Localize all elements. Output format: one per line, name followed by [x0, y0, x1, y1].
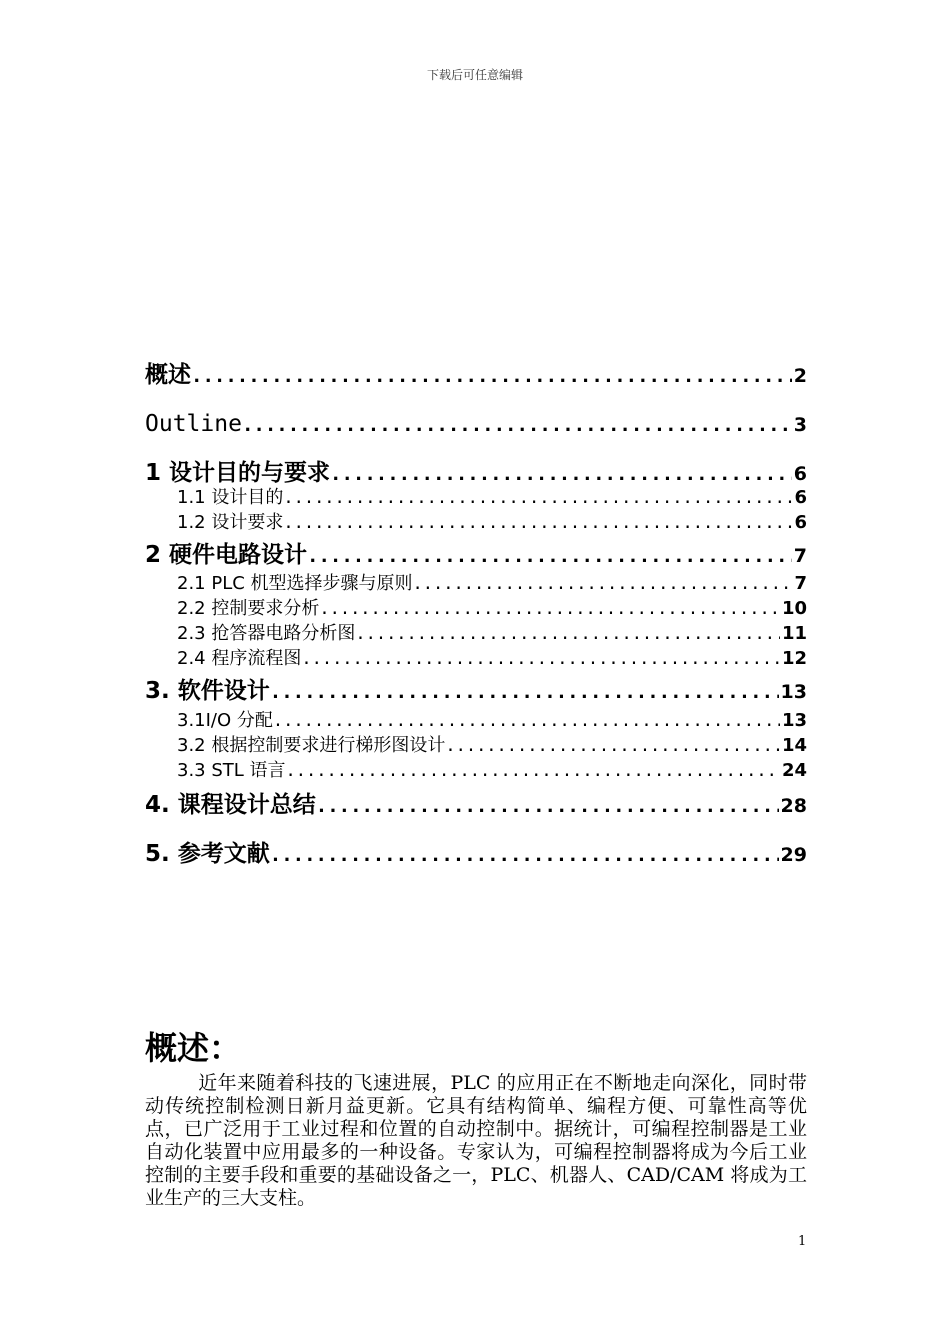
toc-entry-label: 1 设计目的与要求: [145, 460, 331, 485]
toc-leader-dots: [413, 572, 793, 596]
toc-entry-page: 7: [794, 573, 807, 594]
toc-entry-1-2[interactable]: [145, 510, 807, 535]
toc-entry-3-2[interactable]: [145, 733, 807, 758]
table-of-contents: [145, 356, 807, 881]
toc-entry-page: 14: [781, 735, 807, 756]
toc-entry-label: Outline: [145, 411, 242, 437]
toc-entry-page: 28: [780, 795, 807, 817]
toc-entry-label: 2.2 控制要求分析: [177, 598, 320, 619]
toc-entry-3-3[interactable]: [145, 758, 807, 783]
toc-entry-label: 2.3 抢答器电路分析图: [177, 623, 356, 644]
toc-entry-label: 2 硬件电路设计: [145, 542, 308, 568]
toc-leader-dots: [319, 597, 780, 621]
toc-entry-label: 3.3 STL 语言: [177, 760, 286, 781]
toc-entry-page: 24: [781, 760, 807, 781]
toc-entry-page: 13: [781, 710, 807, 731]
toc-entry-page: 10: [781, 598, 807, 619]
toc-entry-page: 29: [780, 844, 807, 866]
toc-entry-label: 3.2 根据控制要求进行梯形图设计: [177, 735, 446, 756]
toc-leader-dots: [191, 357, 792, 395]
toc-entry-label: 2.1 PLC 机型选择步骤与原则: [177, 573, 413, 594]
toc-entry-page: 7: [793, 545, 807, 567]
body-paragraph: 近年来随着科技的飞速进展，PLC 的应用正在不断地走向深化，同时带动传统控制检测日新月益更新。它具有结构简单、编程方便、可靠性高等优点，已广泛用于工业过程和位置的自动控制中。据统计，可编程控制器是工业自动化装置中应用最多的一种设备。专家认为，可编程控制器将成为今后工业控制的主要手段和重要的基础设备之一，PLC、机器人、CAD/CAM 将成为工业生产的三大支柱。: [145, 1072, 807, 1209]
toc-leader-dots: [270, 833, 779, 877]
toc-entry-page: 12: [781, 648, 807, 669]
toc-leader-dots: [301, 647, 780, 671]
toc-entry-page: 6: [794, 487, 807, 508]
toc-leader-dots: [270, 672, 779, 708]
page-number: 1: [798, 1234, 807, 1249]
toc-entry-2-1[interactable]: [145, 571, 807, 596]
toc-leader-dots: [286, 759, 780, 783]
toc-entry-3-1[interactable]: [145, 708, 807, 733]
toc-entry-2-2[interactable]: [145, 596, 807, 621]
toc-entry-2-3[interactable]: [145, 621, 807, 646]
toc-leader-dots: [316, 784, 779, 828]
toc-entry-label: 3.1I/O 分配: [177, 710, 273, 731]
toc-entry-label: 1.1 设计目的: [177, 487, 284, 508]
toc-entry-page: 2: [793, 365, 807, 387]
toc-entry-overview[interactable]: [145, 356, 807, 405]
toc-leader-dots: [355, 622, 780, 646]
toc-leader-dots: [273, 709, 780, 733]
toc-entry-outline[interactable]: [145, 405, 807, 454]
header-note: 下载后可任意编辑: [426, 68, 523, 82]
section-title: 概述：: [145, 1029, 242, 1067]
toc-entry-2-4[interactable]: [145, 646, 807, 671]
toc-entry-label: 5. 参考文献: [145, 841, 270, 867]
toc-leader-dots: [283, 486, 792, 510]
toc-leader-dots: [307, 536, 792, 571]
toc-entry-chapter-3[interactable]: [145, 671, 807, 708]
toc-leader-dots: [445, 734, 780, 758]
toc-entry-label: 2.4 程序流程图: [177, 648, 302, 669]
toc-entry-1-1[interactable]: [145, 485, 807, 510]
toc-entry-chapter-2[interactable]: [145, 535, 807, 571]
toc-entry-page: 6: [793, 463, 807, 485]
toc-entry-label: 概述: [145, 362, 191, 388]
toc-entry-chapter-5[interactable]: [145, 832, 807, 881]
toc-entry-page: 3: [793, 414, 807, 436]
toc-leader-dots: [330, 455, 792, 485]
toc-leader-dots: [283, 511, 792, 535]
toc-entry-chapter-4[interactable]: [145, 783, 807, 832]
toc-entry-page: 11: [781, 623, 807, 644]
toc-entry-label: 1.2 设计要求: [177, 512, 284, 533]
toc-entry-page: 6: [794, 512, 807, 533]
toc-entry-page: 13: [780, 681, 807, 703]
toc-entry-label: 3. 软件设计: [145, 678, 270, 704]
toc-entry-label: 4. 课程设计总结: [145, 792, 316, 818]
toc-leader-dots: [242, 406, 792, 444]
toc-entry-chapter-1[interactable]: [145, 454, 807, 485]
